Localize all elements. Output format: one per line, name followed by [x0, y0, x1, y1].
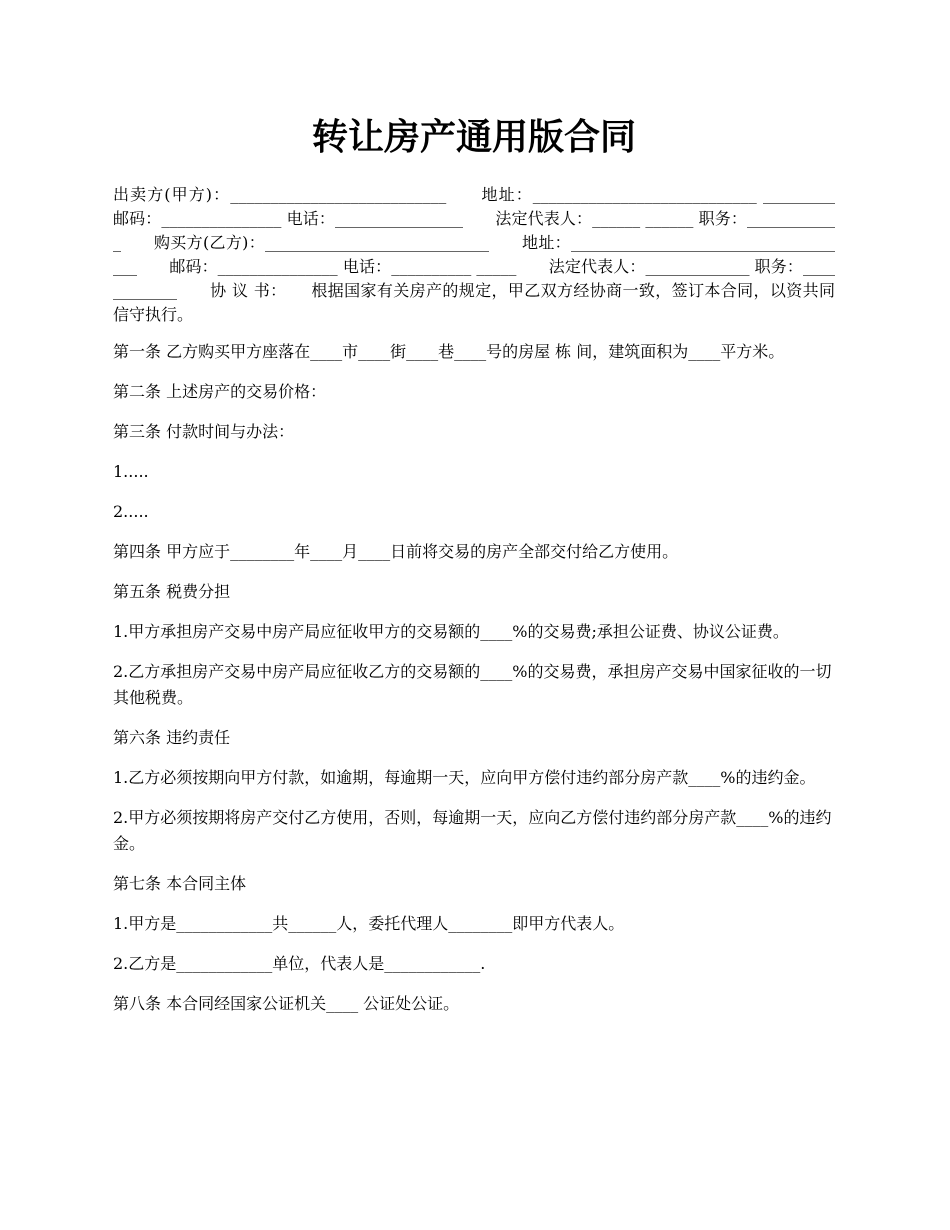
article-3: 第三条 付款时间与办法： — [113, 422, 295, 441]
article-3-item-1: 1..... — [113, 462, 149, 481]
article-6: 第六条 违约责任 — [113, 728, 231, 747]
article-5: 第五条 税费分担 — [113, 582, 231, 601]
document-title: 转让房产通用版合同 — [311, 116, 636, 158]
article-5-item-1: 1.甲方承担房产交易中房产局应征收甲方的交易额的____%的交易费;承担公证费、协议公证费。 — [113, 622, 789, 641]
article-6-item-1: 1.乙方必须按期向甲方付款，如逾期，每逾期一天，应向甲方偿付违约部分房产款____%的违约金。 — [113, 768, 816, 787]
article-7-item-2: 2.乙方是____________单位，代表人是____________. — [113, 954, 486, 973]
article-7-item-1: 1.甲方是____________共______人，委托代理人________即甲方代表人。 — [113, 914, 625, 933]
article-8: 第八条 本合同经国家公证机关____ 公证处公证。 — [113, 994, 460, 1013]
article-2: 第二条 上述房产的交易价格： — [113, 382, 327, 401]
article-5-item-2: 2.乙方承担房产交易中房产局应征收乙方的交易额的____%的交易费，承担房产交易中国家征收的一切其他税费。 — [113, 662, 832, 707]
document-page — [113, 0, 868, 1017]
article-6-item-2: 2.甲方必须按期将房产交付乙方使用，否则，每逾期一天，应向乙方偿付违约部分房产款____%的违约金。 — [113, 808, 832, 853]
article-7: 第七条 本合同主体 — [113, 874, 247, 893]
article-4: 第四条 甲方应于________年____月____日前将交易的房产全部交付给乙方使用。 — [113, 542, 679, 561]
parties-header: 出卖方(甲方)：___________________________ 地址：____________________________ _________ 邮码：_______________ 电话：________________ 法定代表人：______ ______ 职务：____________ 购买方(乙方)：____________________________ 地址：____________________________________ 邮码：_______________ 电话：__________ _____ 法定代表人：_____________ 职务：____________ 协 议 书： 根据国家有关房产的规定，甲乙双方经协商一致，签订本合同，以资共同信守执行。 — [113, 185, 868, 324]
article-1: 第一条 乙方购买甲方座落在____市____街____巷____号的房屋 栋 间，建筑面积为____平方米。 — [113, 342, 785, 361]
article-3-item-2: 2..... — [113, 502, 149, 521]
